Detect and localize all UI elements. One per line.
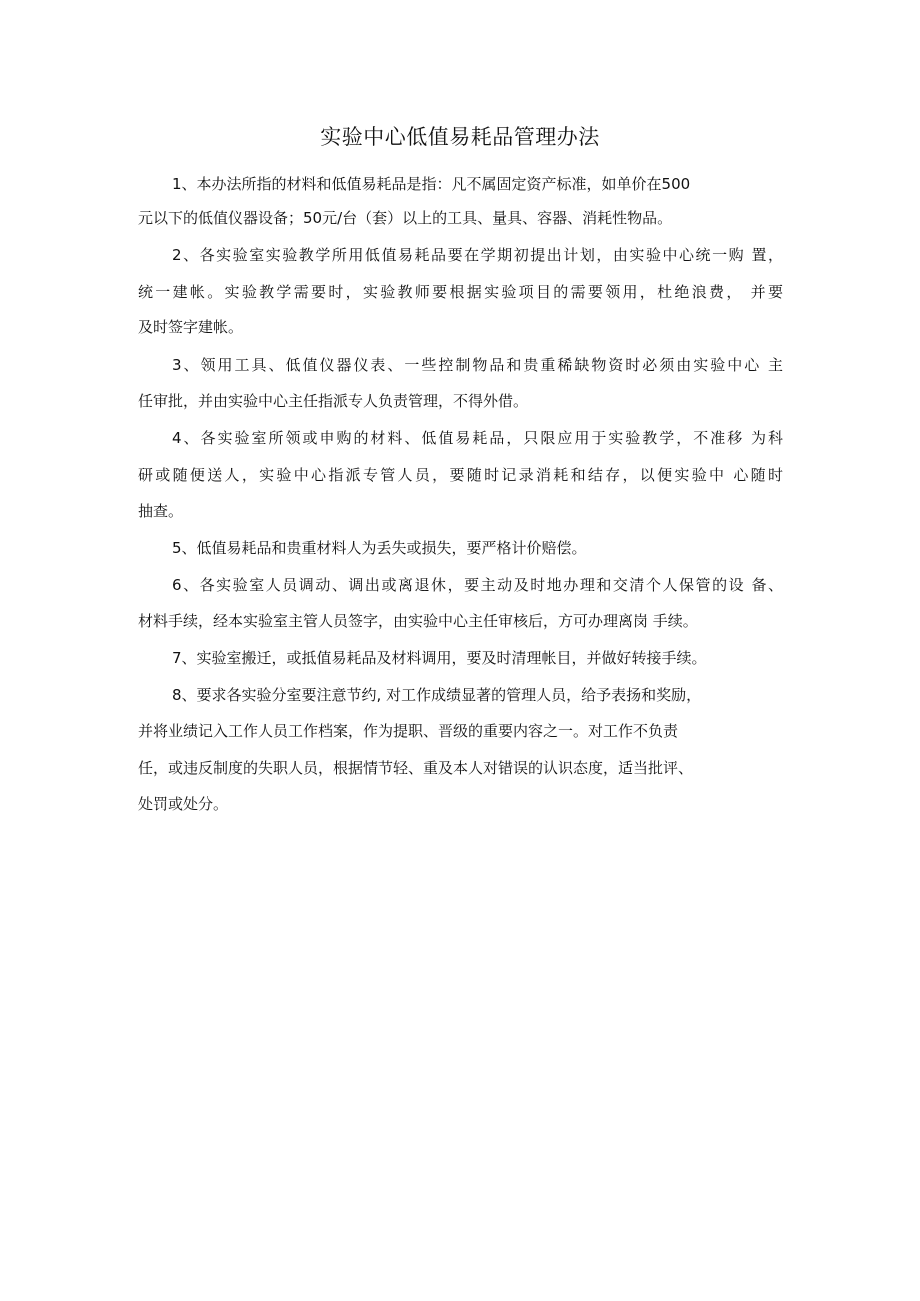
rule-4-line-2: 研或随便送人，实验中心指派专管人员，要随时记录消耗和结存，以便实验中 心随时: [138, 466, 783, 484]
rule-4-line-1: 4、各实验室所领或申购的材料、低值易耗品，只限应用于实验教学，不准移 为科: [172, 429, 783, 447]
rule-4-line-3: 抽查。: [138, 502, 184, 520]
rule-6-line-1: 6、各实验室人员调动、调出或离退休，要主动及时地办理和交清个人保管的设 备、: [172, 576, 783, 594]
rule-8-line-3: 任，或违反制度的失职人员，根据情节轻、重及本人对错误的认识态度，适当批评、: [138, 759, 694, 777]
document-title: 实验中心低值易耗品管理办法: [320, 125, 600, 149]
rule-8-line-1: 8、要求各实验分室要注意节约, 对工作成绩显著的管理人员，给予表扬和奖励，: [172, 686, 702, 704]
rule-6-line-2: 材料手续，经本实验室主管人员签字，由实验中心主任审核后，方可办理离岗 手续。: [138, 612, 698, 630]
rule-2-line-2: 统一建帐。实验教学需要时，实验教师要根据实验项目的需要领用，杜绝浪费， 并要: [138, 283, 783, 301]
rule-5-line-1: 5、低值易耗品和贵重材料人为丢失或损失，要严格计价赔偿。: [172, 539, 587, 557]
rule-1-line-2: 元以下的低值仪器设备；50元/台（套）以上的工具、量具、容器、消耗性物品。: [138, 209, 673, 227]
rule-8-line-2: 并将业绩记入工作人员工作档案，作为提职、晋级的重要内容之一。对工作不负责: [138, 722, 679, 740]
rule-2-line-3: 及时签字建帐。: [138, 318, 244, 336]
rule-2-line-1: 2、各实验室实验教学所用低值易耗品要在学期初提出计划，由实验中心统一购 置，: [172, 246, 783, 264]
rule-1-line-1: 1、本办法所指的材料和低值易耗品是指：凡不属固定资产标准，如单价在500: [172, 175, 691, 193]
rule-3-line-1: 3、领用工具、低值仪器仪表、一些控制物品和贵重稀缺物资时必须由实验中心 主: [172, 356, 783, 374]
rule-8-line-4: 处罚或处分。: [138, 795, 229, 813]
rule-7-line-1: 7、实验室搬迁，或抵值易耗品及材料调用，要及时清理帐目，并做好转接手续。: [172, 649, 707, 667]
rule-3-line-2: 任审批，并由实验中心主任指派专人负责管理，不得外借。: [138, 392, 529, 410]
